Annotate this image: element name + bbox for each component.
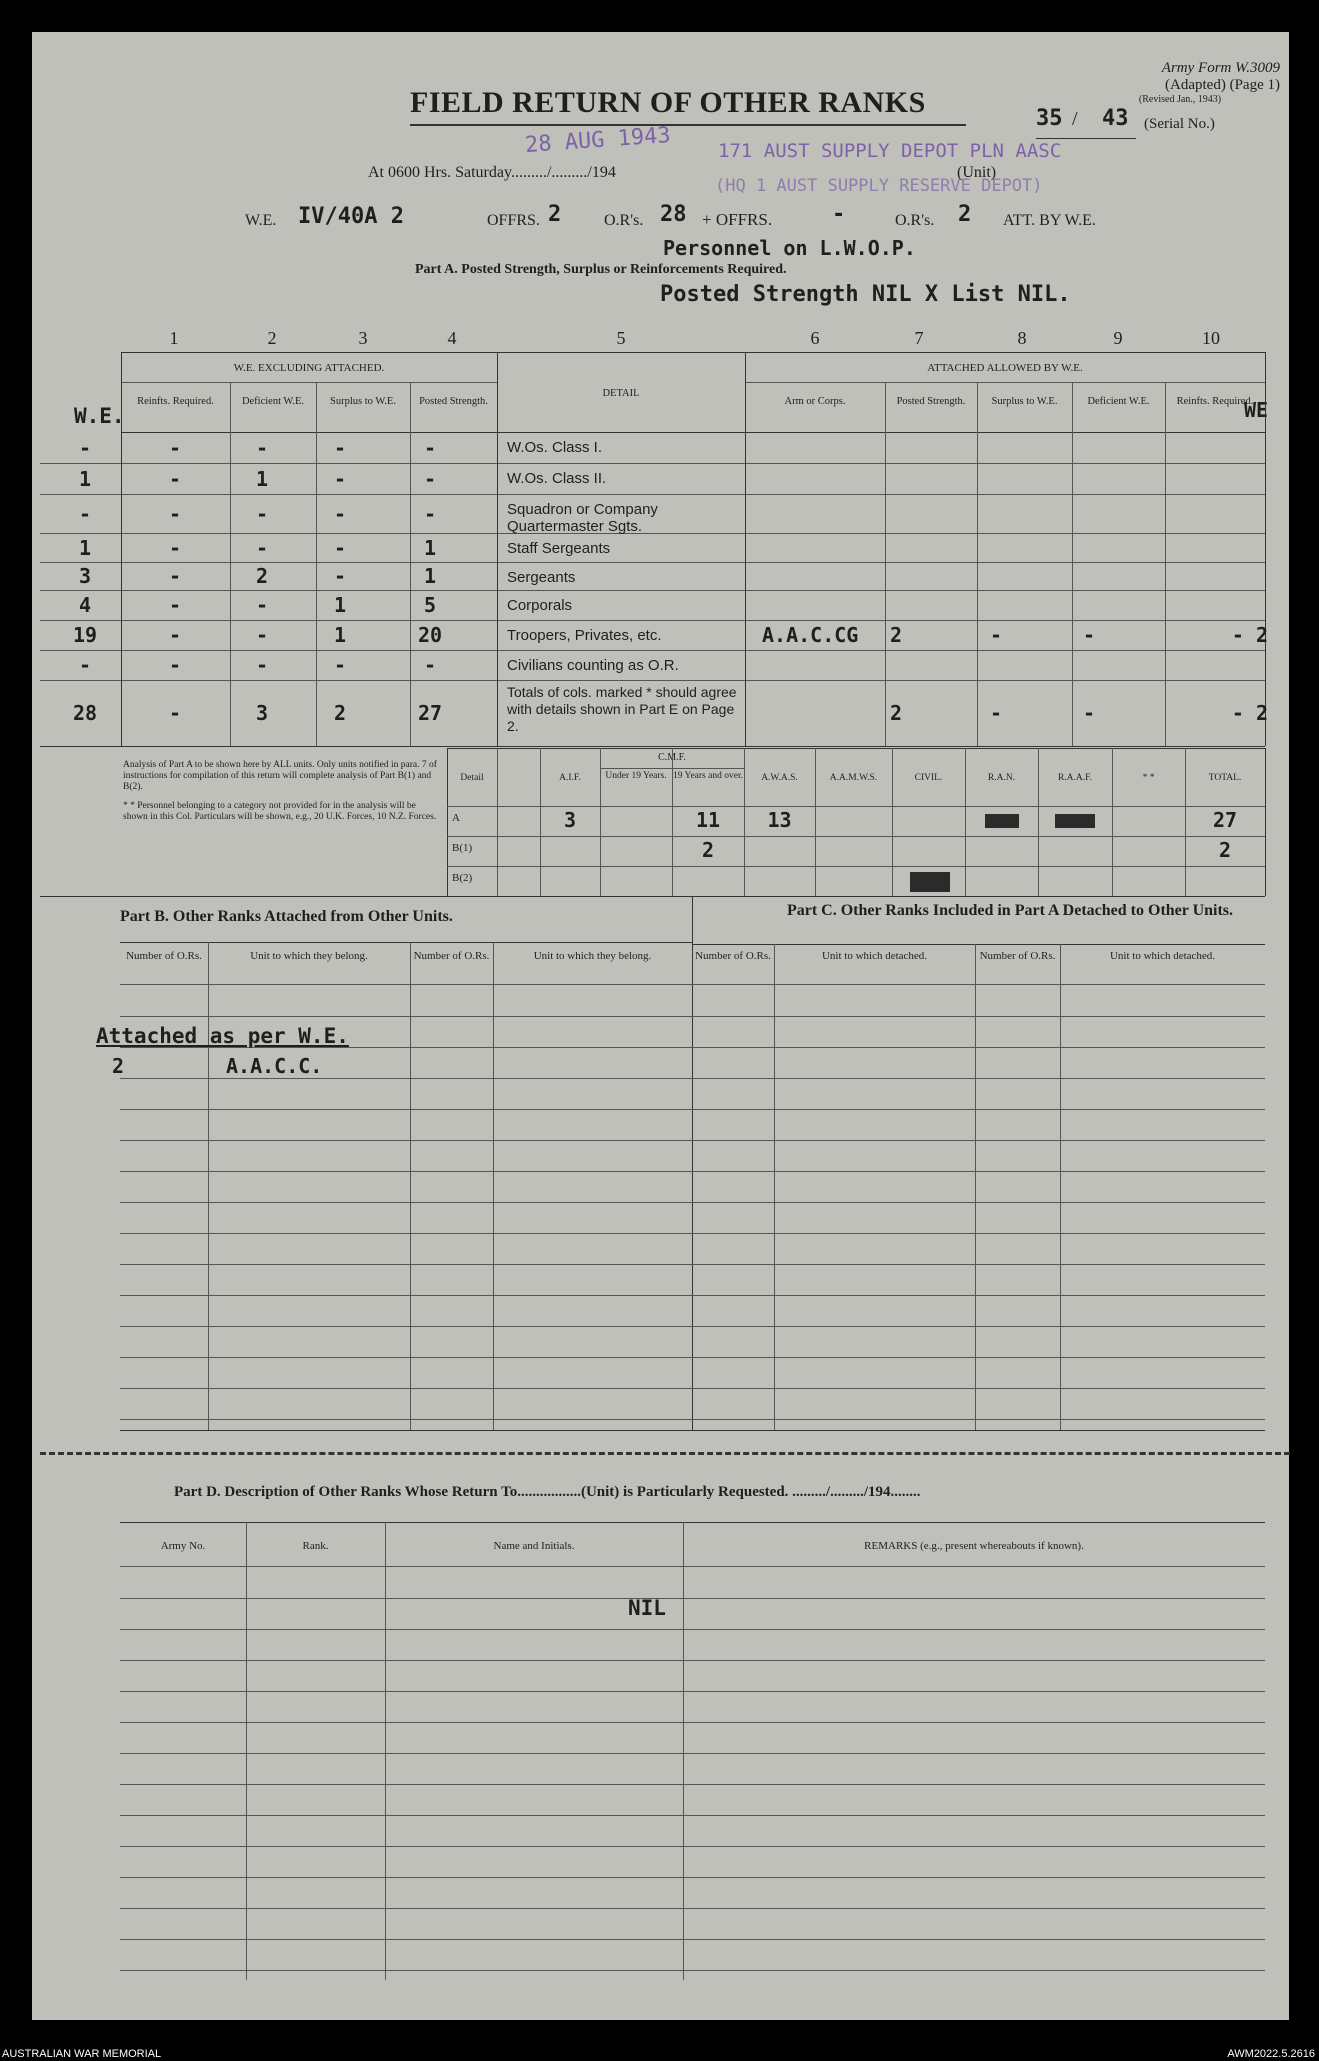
part-d-header: REMARKS (e.g., present whereabouts if known). [864, 1540, 1084, 1552]
offrs-label: OFFRS. [487, 212, 540, 229]
redaction-mark [910, 872, 950, 892]
rule-line [672, 768, 673, 896]
we-value: - [78, 435, 92, 460]
rule-line [120, 942, 692, 943]
cell-c4: - [423, 653, 437, 677]
detail-label: Sergeants [507, 569, 576, 586]
rule-line [447, 748, 1265, 749]
posted-strength-note: Posted Strength NIL X List NIL. [660, 282, 1071, 307]
part-c-number-header: Number of O.Rs. [695, 950, 771, 962]
rule-line [120, 984, 1265, 985]
cell-c2: - [255, 593, 269, 617]
cell-c1: - [168, 535, 182, 560]
column-header: Posted Strength. [419, 396, 488, 407]
rule-line [1072, 382, 1073, 746]
part-d-nil: NIL [628, 1596, 666, 1620]
cell-c3: - [333, 435, 347, 460]
cell-c1: - [168, 623, 182, 647]
revised-label: (Revised Jan., 1943) [1138, 94, 1222, 105]
part-b-number-header: Number of O.Rs. [126, 950, 202, 962]
cell-c1: - [168, 466, 182, 491]
rule-line [745, 352, 746, 746]
rule-line [1112, 748, 1113, 896]
rule-line [40, 746, 1265, 747]
part-b-unit-header: Unit to which they belong. [533, 950, 652, 962]
part-b-entry-heading: Attached as per W.E. [96, 1024, 349, 1048]
detail-label: Staff Sergeants [507, 540, 611, 557]
rule-line [120, 1326, 1265, 1327]
analysis-header: R.A.A.F. [1057, 773, 1093, 783]
cell-c3: 1 [333, 623, 347, 647]
rule-line [40, 562, 1265, 563]
we-column-mark: W.E. [74, 404, 125, 428]
part-b-entry-number: 2 [112, 1054, 125, 1078]
plus-ors-label: O.R's. [895, 212, 935, 229]
rule-line [120, 1388, 1265, 1389]
analysis-header: Detail [460, 773, 484, 783]
rule-line [120, 1357, 1265, 1358]
rule-line [497, 748, 498, 896]
rule-line [40, 590, 1265, 591]
detail-label: Civilians counting as O.R. [507, 657, 679, 674]
cell-c1: - [168, 593, 182, 617]
rule-line [121, 352, 1265, 353]
rule-line [683, 1522, 684, 1980]
serial-label: (Serial No.) [1144, 116, 1215, 132]
group-header-we-excluding: W.E. EXCLUDING ATTACHED. [233, 362, 385, 374]
rule-line [120, 1202, 1265, 1203]
analysis-19-and-over: 11 [695, 808, 721, 832]
part-d-header: Army No. [160, 1540, 206, 1552]
date-stamp: 28 AUG 1943 [524, 122, 672, 159]
serial-prefix: 35 [1036, 106, 1063, 131]
we-label: W.E. [245, 212, 277, 229]
rule-line [120, 1419, 1265, 1420]
cell-c3: 2 [333, 701, 347, 725]
rule-line [120, 1078, 1265, 1079]
rule-line [447, 866, 1265, 867]
analysis-header: A.I.F. [559, 773, 581, 783]
column-number: 6 [810, 328, 820, 348]
detail-label: W.Os. Class I. [507, 439, 603, 456]
rule-line [120, 1784, 1265, 1785]
rule-line [120, 1566, 1265, 1567]
we-column-mark-right: WE [1244, 398, 1269, 422]
column-header: Posted Strength. [896, 396, 966, 407]
form-reference [1040, 60, 1280, 105]
lwop-note: Personnel on L.W.O.P. [663, 236, 916, 260]
cell-c3: - [333, 501, 347, 526]
rule-line [40, 494, 1265, 495]
rule-line [745, 382, 1265, 383]
column-number: 5 [616, 328, 626, 348]
rule-line [120, 1233, 1265, 1234]
cell-c8: - [990, 623, 1003, 647]
column-number: 8 [1017, 328, 1027, 348]
analysis-header: A.A.M.W.S. [829, 773, 878, 783]
we-value: IV/40A 2 [298, 204, 404, 229]
part-d-header: Name and Initials. [493, 1540, 575, 1552]
column-header: Deficient W.E. [241, 396, 305, 407]
cell-c7: 2 [890, 701, 903, 725]
analysis-header: A.W.A.S. [761, 773, 798, 783]
cell-c4: 1 [423, 564, 437, 588]
rule-line [385, 1522, 386, 1980]
we-value: 28 [72, 701, 98, 725]
cell-c8: - [990, 701, 1003, 725]
analysis-total: 27 [1212, 808, 1238, 832]
att-by-we-label: ATT. BY W.E. [1003, 212, 1096, 229]
rule-line [892, 748, 893, 896]
rule-line [120, 1109, 1265, 1110]
rule-line [40, 680, 1265, 681]
analysis-detail: B(1) [452, 842, 473, 854]
rule-line [120, 1598, 1265, 1599]
cell-c4: - [423, 435, 437, 460]
column-header: DETAIL [602, 388, 640, 399]
column-number: 9 [1113, 328, 1123, 348]
footer-right: AWM2022.5.2616 [1227, 2048, 1315, 2060]
detail-label: Totals of cols. marked * should agree with details shown in Part E on Page 2. [507, 684, 737, 734]
analysis-detail: B(2) [452, 872, 473, 884]
rule-line [120, 1660, 1265, 1661]
analysis-note-2: * * Personnel belonging to a category not provided for in the analysis will be shown in this Col. Particulars will be shown, e.g., 20 U.K. Forces, 10 N.Z. Forces. [123, 801, 437, 822]
rule-line [977, 382, 978, 746]
rule-line [692, 896, 693, 1430]
footer-left: AUSTRALIAN WAR MEMORIAL [2, 2048, 162, 2060]
serial-number [1036, 108, 1296, 138]
plus-ors-value: 2 [958, 202, 972, 227]
detail-label: Troopers, Privates, etc. [507, 627, 662, 644]
cell-c2: 2 [255, 564, 269, 588]
cell-c4: 1 [423, 535, 437, 560]
rule-line [120, 1908, 1265, 1909]
rule-line [121, 382, 497, 383]
rule-line [120, 1970, 1265, 1971]
part-c-number-header: Number of O.Rs. [979, 950, 1056, 962]
cell-c1: - [168, 653, 182, 677]
rule-line [120, 1877, 1265, 1878]
cell-c3: - [333, 653, 347, 677]
part-c-title: Part C. Other Ranks Included in Part A Detached to Other Units. [786, 902, 1234, 919]
cell-c2: - [255, 653, 269, 677]
rule-line [120, 1171, 1265, 1172]
column-number: 1 [169, 328, 179, 348]
rule-line [1165, 382, 1166, 746]
rule-line [121, 432, 1265, 433]
unit-stamp-line-1: 171 AUST SUPPLY DEPOT PLN AASC [718, 140, 1062, 162]
cell-c10: - 2 [1231, 623, 1268, 647]
cell-c3: - [333, 535, 347, 560]
part-d-header: Rank. [302, 1540, 329, 1552]
cell-c1: - [168, 564, 182, 588]
army-form-number: Army Form W.3009 [1161, 60, 1280, 76]
adapted-label: (Adapted) (Page 1) [1165, 77, 1280, 93]
part-a-title: Part A. Posted Strength, Surplus or Reinforcements Required. [415, 262, 787, 277]
part-d-title: Part D. Description of Other Ranks Whose Return To.................(Unit) is Particularly Requested. ........./........./194........ [174, 1484, 921, 1500]
analysis-aif: 3 [563, 808, 577, 832]
offrs-value: 2 [548, 202, 562, 227]
part-b-title: Part B. Other Ranks Attached from Other Units. [120, 908, 453, 925]
plus-offrs-label: + OFFRS. [702, 210, 773, 229]
we-value: 4 [78, 593, 92, 617]
cell-c2: 3 [255, 701, 269, 725]
analysis-header: R.A.N. [987, 773, 1016, 783]
rule-line [885, 382, 886, 746]
analysis-detail: A [452, 812, 460, 824]
cell-c4: 27 [417, 701, 443, 725]
rule-line [120, 1430, 1265, 1431]
analysis-header: Under 19 Years. [605, 771, 667, 781]
group-header-attached: ATTACHED ALLOWED BY W.E. [927, 362, 1083, 374]
serial-separator: / [1072, 108, 1078, 130]
column-header: Arm or Corps. [784, 396, 846, 407]
analysis-total: 2 [1218, 838, 1232, 862]
cell-c3: - [333, 466, 347, 491]
cmf-header: C.M.F. [658, 752, 686, 763]
cell-c2: - [255, 501, 269, 526]
analysis-notes [123, 760, 443, 823]
we-value: 3 [78, 564, 92, 588]
we-value: 1 [78, 535, 92, 560]
rule-line [120, 1522, 1265, 1523]
column-header: Deficient W.E. [1087, 396, 1150, 407]
rule-line [692, 944, 1265, 945]
cell-c4: 20 [417, 623, 443, 647]
cell-c2: - [255, 435, 269, 460]
plus-offrs-value: - [832, 202, 846, 227]
rule-line [40, 620, 1265, 621]
rule-line [120, 1016, 1265, 1017]
cell-c7: 2 [890, 623, 903, 647]
rule-line [965, 748, 966, 896]
rule-line [120, 1629, 1265, 1630]
analysis-note-1: Analysis of Part A to be shown here by ALL units. Only units notified in para. 7 of instructions for compilation of this return will complete analysis of Part B(1) and B(2). [123, 760, 437, 792]
cell-c4: 5 [423, 593, 437, 617]
cell-c1: - [168, 501, 182, 526]
serial-suffix: 43 [1102, 106, 1129, 131]
redaction-mark [1055, 814, 1095, 828]
rule-line [120, 1753, 1265, 1754]
rule-line [120, 1140, 1265, 1141]
column-header: Reinfts. Required. [137, 396, 214, 407]
rule-line [1265, 352, 1266, 746]
cell-c9: - [1083, 701, 1096, 725]
we-value: - [78, 653, 92, 677]
rule-line [40, 650, 1265, 651]
rule-line [40, 463, 1265, 464]
part-c-unit-header: Unit to which detached. [1109, 950, 1216, 962]
column-header: Surplus to W.E. [330, 396, 396, 407]
rule-line [230, 382, 231, 746]
rule-line [40, 896, 1265, 897]
analysis-header: 19 Years and over. [673, 771, 743, 781]
we-value: 19 [72, 623, 98, 647]
rule-line [1265, 748, 1266, 896]
part-a-table [0, 0, 1319, 1]
part-b-unit-header: Unit to which they belong. [250, 950, 368, 962]
ors-label: O.R's. [604, 212, 644, 229]
detail-label: Squadron or Company Quartermaster Sgts. [507, 501, 658, 535]
column-header: Surplus to W.E. [991, 396, 1058, 407]
cell-c3: - [333, 564, 347, 588]
rule-line [120, 1722, 1265, 1723]
rule-line [447, 836, 1265, 837]
column-number: 2 [267, 328, 277, 348]
rule-line [447, 806, 1265, 807]
rule-line [497, 352, 498, 746]
form-title: FIELD RETURN OF OTHER RANKS [410, 86, 926, 119]
rule-line [246, 1522, 247, 1980]
we-value: - [78, 501, 92, 526]
cell-c10: - 2 [1231, 701, 1268, 725]
rule-line [120, 1295, 1265, 1296]
cell-c2: - [255, 535, 269, 560]
cell-c3: 1 [333, 593, 347, 617]
analysis-header: * * [1142, 773, 1155, 783]
unit-label: (Unit) [957, 164, 997, 181]
column-number: 4 [447, 328, 457, 348]
rule-line [447, 748, 448, 896]
analysis-awas: 13 [767, 808, 792, 832]
rule-line [120, 1691, 1265, 1692]
cell-c2: 1 [255, 466, 269, 491]
redaction-mark [985, 814, 1019, 828]
column-number: 10 [1202, 328, 1220, 348]
tear-line [40, 1452, 1290, 1455]
column-number: 3 [358, 328, 368, 348]
column-header: Reinfts. Required. [1176, 396, 1254, 407]
part-c-unit-header: Unit to which detached. [821, 950, 928, 962]
rule-line [120, 1264, 1265, 1265]
analysis-19-and-over: 2 [701, 838, 715, 862]
rule-line [1038, 748, 1039, 896]
rule-line [815, 748, 816, 896]
return-date-line: At 0600 Hrs. Saturday........./........./194 [368, 164, 616, 181]
cell-c4: - [423, 501, 437, 526]
cell-c4: - [423, 466, 437, 491]
cell-c9: - [1083, 623, 1096, 647]
cell-c1: - [168, 701, 182, 725]
unit-stamp-line-2: (HQ 1 AUST SUPPLY RESERVE DEPOT) [715, 176, 1043, 196]
rule-line [120, 1846, 1265, 1847]
part-b-number-header: Number of O.Rs. [413, 950, 490, 962]
we-value: 1 [78, 466, 92, 491]
column-number: 7 [914, 328, 924, 348]
rule-line [120, 1939, 1265, 1940]
analysis-header: CIVIL. [914, 773, 943, 783]
cell-c2: - [255, 623, 269, 647]
detail-label: Corporals [507, 597, 573, 614]
analysis-header: TOTAL. [1208, 773, 1242, 783]
ors-value: 28 [660, 202, 687, 227]
rule-line [121, 352, 122, 746]
arm-or-corps: A.A.C.CG [762, 623, 859, 647]
detail-label: W.Os. Class II. [507, 470, 607, 487]
part-b-entry-unit: A.A.C.C. [226, 1054, 323, 1078]
rule-line [120, 1815, 1265, 1816]
cell-c1: - [168, 435, 182, 460]
